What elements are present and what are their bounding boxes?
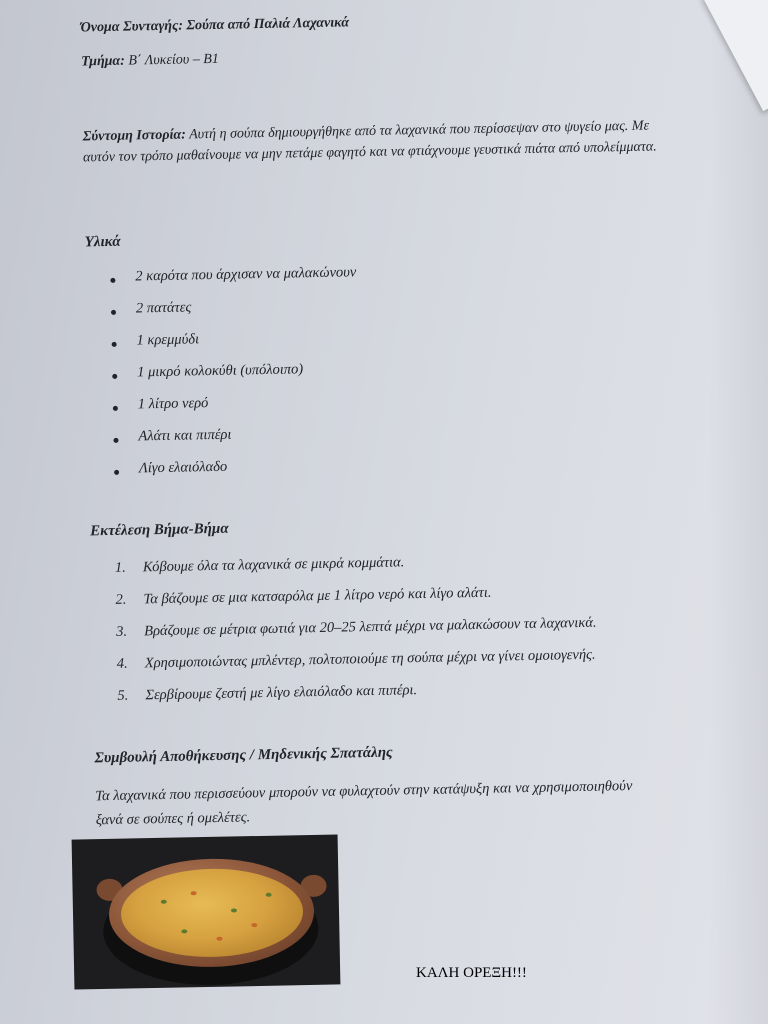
bullet-icon bbox=[112, 342, 117, 347]
story-label: Σύντομη Ιστορία: bbox=[82, 127, 187, 145]
ingredient-item: Λίγο ελαιόλαδο bbox=[138, 458, 228, 477]
short-story bbox=[82, 115, 683, 169]
closing-greeting: ΚΑΛΗ ΟΡΕΞΗ!!! bbox=[416, 965, 527, 981]
herb-fleck bbox=[161, 900, 167, 904]
ingredient-item: Αλάτι και πιπέρι bbox=[138, 426, 232, 445]
soup-photo bbox=[72, 834, 341, 989]
step-number: 2. bbox=[115, 591, 127, 608]
recipe-name-line bbox=[80, 15, 349, 36]
bullet-icon bbox=[113, 406, 118, 411]
herb-fleck bbox=[181, 929, 187, 933]
step-text: Σερβίρουμε ζεστή με λίγο ελαιόλαδο και πιπέρι. bbox=[145, 682, 418, 704]
recipe-name-label: Όνομα Συνταγής: bbox=[80, 18, 184, 36]
class-line bbox=[81, 52, 219, 71]
bullet-icon bbox=[112, 374, 117, 379]
ingredient-item: 1 λίτρο νερό bbox=[137, 395, 209, 413]
steps-heading: Εκτέλεση Βήμα-Βήμα bbox=[90, 520, 229, 540]
step-text: Βράζουμε σε μέτρια φωτιά για 20–25 λεπτά μέχρι να μαλακώσουν τα λαχανικά. bbox=[143, 614, 597, 640]
herb-fleck bbox=[266, 893, 272, 897]
bullet-icon bbox=[110, 278, 115, 283]
step-number: 1. bbox=[114, 559, 126, 576]
step-text: Κόβουμε όλα τα λαχανικά σε μικρά κομμάτια. bbox=[142, 554, 405, 576]
carrot-fleck bbox=[191, 891, 197, 895]
step-number: 5. bbox=[117, 687, 129, 704]
step-number: 3. bbox=[115, 623, 128, 640]
bullet-icon bbox=[111, 310, 116, 315]
storage-tip-text: Τα λαχανικά που περισσεύουν μπορούν να φυλαχτούν στην κατάψυξη και να χρησιμοποιηθούν ξανά σε σούπες ή ομελέτες. bbox=[95, 778, 633, 829]
step-text: Χρησιμοποιώντας μπλέντερ, πολτοποιούμε τη σούπα μέχρι να γίνει ομοιογενής. bbox=[144, 646, 596, 672]
carrot-fleck bbox=[216, 937, 222, 941]
step-text: Τα βάζουμε σε μια κατσαρόλα με 1 λίτρο νερό και λίγο αλάτι. bbox=[143, 584, 492, 608]
carrot-fleck bbox=[251, 923, 257, 927]
recipe-name: Σούπα από Παλιά Λαχανικά bbox=[186, 15, 350, 34]
ingredient-item: 2 καρότα που άρχισαν να μαλακώνουν bbox=[135, 264, 357, 285]
ingredients-heading: Υλικά bbox=[84, 233, 121, 251]
ingredient-item: 1 κρεμμύδι bbox=[136, 331, 200, 349]
ingredient-item: 1 μικρό κολοκύθι (υπόλοιπο) bbox=[137, 361, 304, 381]
class-value: Β΄ Λυκείου – Β1 bbox=[128, 51, 219, 69]
storage-tip-heading: Συμβουλή Αποθήκευσης / Μηδενικής Σπατάλης bbox=[94, 744, 393, 767]
story-text: Αυτή η σούπα δημιουργήθηκε από τα λαχανικά που περίσσεψαν στο ψυγείο μας. Με αυτόν τον τρόπο μαθαίνουμε να μην πετάμε φαγητό και να φτιάχνουμε γευστικά πιάτα από υπολείμματα. bbox=[82, 118, 657, 166]
bullet-icon bbox=[113, 438, 118, 443]
ingredient-item: 2 πατάτες bbox=[135, 299, 192, 317]
herb-fleck bbox=[231, 908, 237, 912]
step-number: 4. bbox=[116, 655, 128, 672]
class-label: Τμήμα: bbox=[81, 53, 126, 70]
bullet-icon bbox=[114, 470, 119, 475]
